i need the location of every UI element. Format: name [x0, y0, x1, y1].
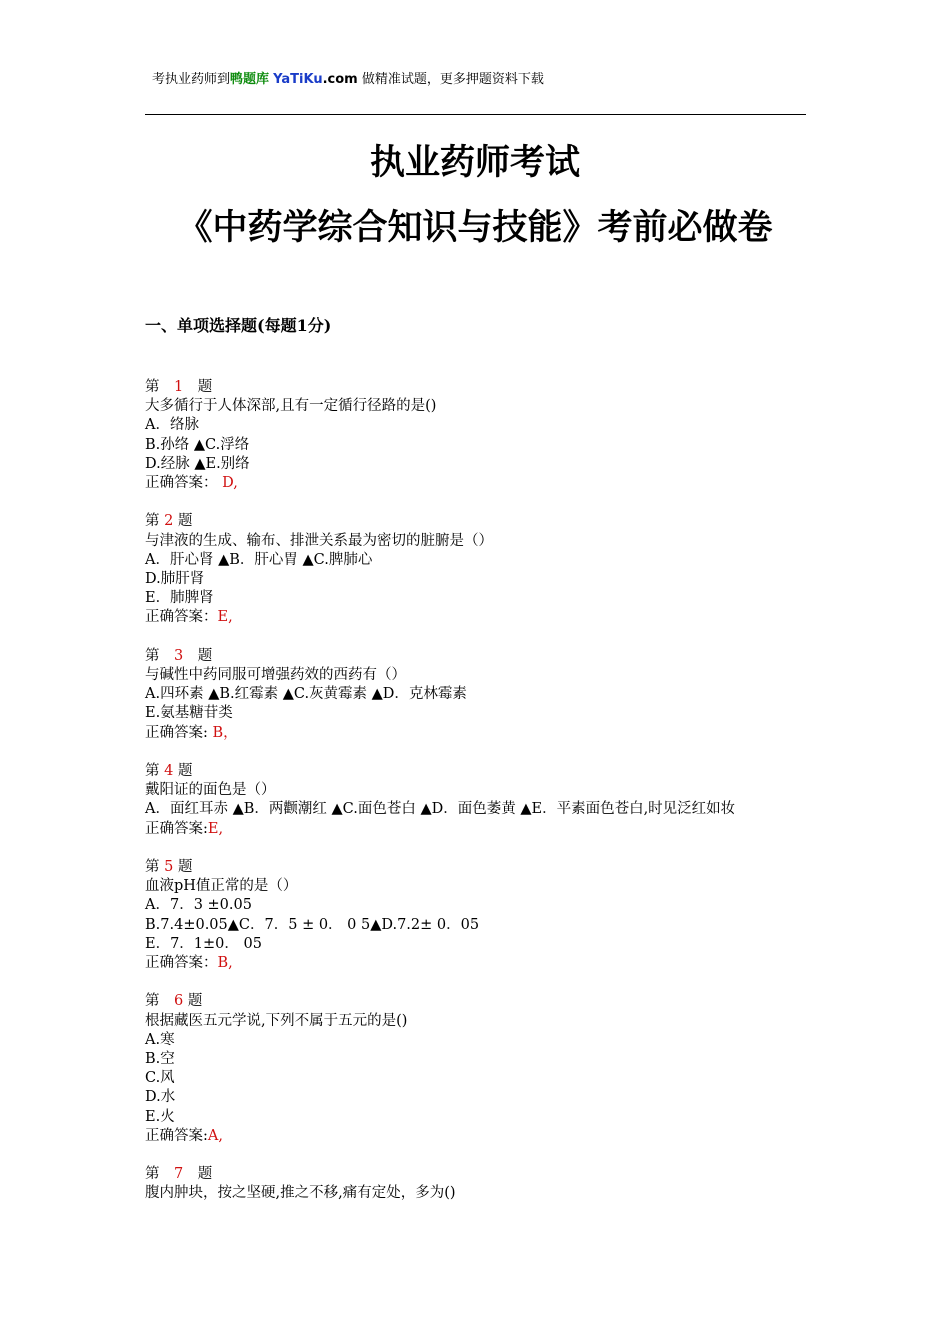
- question-item: [145, 378, 825, 493]
- question-label-suffix: 题: [183, 379, 213, 395]
- question-option: B.孙络 ﻿▲C.浮络: [145, 436, 250, 453]
- question-item: [145, 1165, 825, 1203]
- answer-line: [145, 954, 825, 973]
- header-domain: .com: [322, 72, 358, 87]
- answer-value: A,: [207, 1127, 223, 1144]
- question-number: 3: [174, 647, 184, 664]
- question-label-suffix: 题: [183, 1166, 213, 1183]
- question-option: A．7．3 ±0.05: [145, 897, 252, 914]
- answer-line: [145, 608, 825, 627]
- question-number: 5: [164, 859, 174, 876]
- question-option: B.空: [145, 1051, 175, 1068]
- question-number: 2: [164, 513, 174, 530]
- question-item: [145, 858, 825, 973]
- answer-label: 正确答案:: [145, 820, 208, 837]
- question-label-prefix: 第: [145, 1166, 174, 1183]
- question-option: A.四环素 ▲B.红霉素 ▲C.灰黄霉素 ▲D．克林霉素: [145, 686, 467, 703]
- answer-line: [145, 724, 825, 743]
- question-number: 1: [174, 379, 184, 395]
- header-brand[interactable]: 鸭题库: [230, 72, 270, 87]
- question-option: A．肝心肾 ▲B．肝心胃 ▲C.脾肺心: [145, 551, 373, 568]
- section-title: 一、单项选择题(每题1分): [145, 316, 332, 335]
- question-list: [145, 378, 825, 1223]
- question-stem: 与碱性中药同服可增强药效的西药有（）: [145, 667, 406, 684]
- question-label-prefix: 第: [145, 993, 174, 1010]
- question-item: [145, 647, 825, 743]
- header-prefix: 考执业药师到: [152, 72, 231, 87]
- header-site-link[interactable]: [273, 72, 358, 87]
- answer-label: 正确答案：: [145, 475, 218, 492]
- question-label-prefix: 第: [145, 763, 165, 780]
- answer-line: [145, 1127, 825, 1146]
- question-stem: 大多循行于人体深部,且有一定循行径路的是(): [145, 398, 437, 415]
- question-option: E．肺脾肾: [145, 590, 214, 607]
- question-option: A.寒: [145, 1031, 175, 1048]
- question-stem: 戴阳证的面色是（）: [145, 782, 276, 799]
- answer-value: E,: [207, 820, 224, 837]
- question-option: D.经脉 ▲E.别络: [145, 455, 250, 472]
- question-label-suffix: 题: [183, 647, 213, 664]
- answer-label: 正确答案:: [145, 724, 208, 741]
- question-label-suffix: 题: [173, 513, 193, 530]
- question-option: E.火: [145, 1108, 175, 1125]
- answer-value: B,: [217, 955, 233, 972]
- question-label: [145, 992, 825, 1011]
- answer-value: E,: [217, 609, 233, 626]
- question-stem: 与津液的生成、输布、排泄关系最为密切的脏腑是（）: [145, 532, 493, 549]
- page-subtitle: 《中药学综合知识与技能》考前必做卷: [177, 207, 773, 248]
- answer-line: [145, 820, 825, 839]
- question-label: [145, 378, 825, 397]
- question-stem: 腹内肿块，按之坚硬,推之不移,痛有定处，多为(): [145, 1185, 456, 1202]
- question-stem: 血液pH值正常的是（）: [145, 878, 298, 895]
- question-label: [145, 762, 825, 781]
- question-label: [145, 512, 825, 531]
- question-option: D.水: [145, 1089, 176, 1106]
- question-label-prefix: 第: [145, 513, 165, 530]
- question-number: 4: [164, 763, 174, 780]
- question-item: [145, 512, 825, 627]
- question-stem: 根据藏医五元学说,下列不属于五元的是(): [145, 1012, 408, 1029]
- answer-label: 正确答案：: [145, 609, 218, 626]
- question-option: B.7.4±0.05▲C．7．5 ± 0． 0 5▲D.7.2± 0．05: [145, 916, 480, 933]
- question-label-prefix: 第: [145, 859, 165, 876]
- answer-value: B，: [207, 724, 238, 741]
- header-rule: [145, 114, 806, 115]
- question-label-prefix: 第: [145, 379, 174, 395]
- answer-line: [145, 474, 825, 493]
- header-site: YaTiKu: [273, 72, 323, 87]
- header-suffix: 做精准试题，更多押题资料下载: [361, 72, 544, 87]
- question-number: 6: [174, 993, 184, 1010]
- answer-value: D,: [217, 475, 238, 492]
- question-label-prefix: 第: [145, 647, 174, 664]
- question-label: [145, 1165, 825, 1184]
- question-option: E．7．1±0． 05: [145, 935, 262, 952]
- question-label-suffix: 题: [173, 859, 193, 876]
- question-item: [145, 762, 825, 839]
- question-option: C.风: [145, 1070, 175, 1087]
- question-label: [145, 647, 825, 666]
- page-title: 执业药师考试: [369, 142, 580, 183]
- page-header: [152, 70, 544, 90]
- question-label-suffix: 题: [173, 763, 193, 780]
- question-option: E.氨基糖苷类: [145, 705, 233, 722]
- question-item: [145, 992, 825, 1146]
- question-label: [145, 858, 825, 877]
- question-option: A．面红耳赤 ▲B．两颧潮红 ▲C.面色苍白 ▲D．面色萎黄 ▲E．平素面色苍白,时见泛红如妆: [145, 801, 736, 818]
- answer-label: 正确答案：: [145, 955, 218, 972]
- question-option: A．络脉: [145, 417, 199, 434]
- answer-label: 正确答案:: [145, 1127, 208, 1144]
- question-number: 7: [174, 1166, 184, 1183]
- question-label-suffix: 题: [183, 993, 203, 1010]
- question-option: D.肺肝肾: [145, 571, 205, 588]
